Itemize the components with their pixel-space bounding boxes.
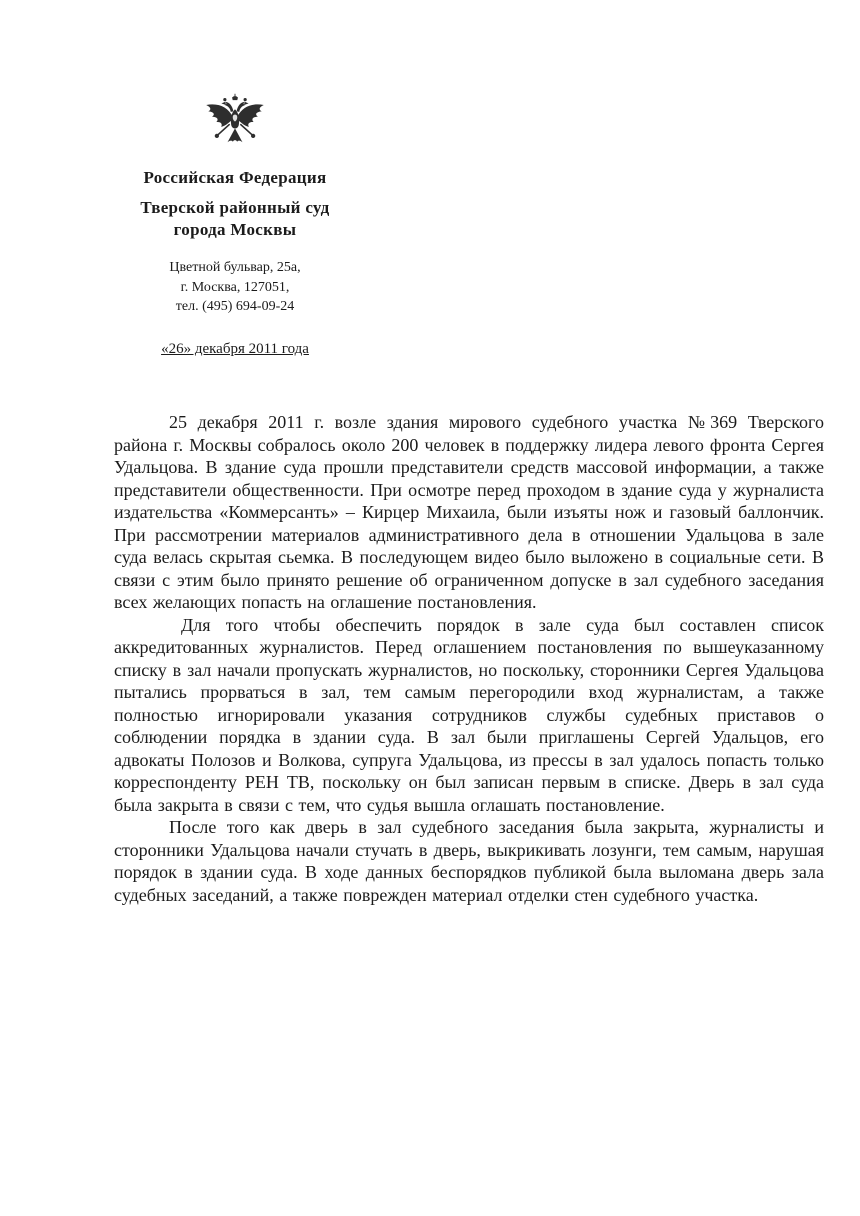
court-name: Тверской районный суд [140,198,330,217]
document-date: «26» декабря 2011 года [161,340,309,357]
country-name: Российская Федерация [143,168,327,187]
document-body [114,411,824,906]
address-block [109,258,361,317]
court-name-block [109,197,361,240]
russia-coat-of-arms-icon [109,93,361,150]
body-paragraph-1: 25 декабря 2011 г. возле здания мирового судебного участка №369 Тверского района г. Москвы собралось около 200 человек в поддержку лидера левого фронта Сергея Удальцова. В здание суда прошли представители средств массовой информации, а также представители общественности. При осмотре перед проходом в здание суда у журналиста издательства «Коммерсанть» – Кирцер Михаила, были изъяты нож и газовый баллончик. При рассмотрении материалов административного дела в отношении Удальцова в зале суда велась скрытая сьемка. В последующем видео было выложено в социальные сети. В связи с этим было принято решение об ограниченном допуске в зал судебного заседания всех желающих попасть на оглашение постановления. [114,412,824,612]
address-line-street: Цветной бульвар, 25а, [169,260,301,275]
letterhead [109,93,361,358]
address-line-city: г. Москва, 127051, [180,279,290,295]
body-paragraph-3: После того как дверь в зал судебного заседания была закрыта, журналисты и сторонники Удальцова начали стучать в дверь, выкрикивать лозунги, тем самым, нарушая порядок в здании суда. В ходе данных беспорядков публикой была выломана дверь зала судебных заседаний, а также поврежден материал отделки стен судебного участка. [114,817,824,905]
address-line-phone: тел. (495) 694-09-24 [175,299,295,314]
court-city: города Москвы [173,219,297,239]
body-paragraph-2: Для того чтобы обеспечить порядок в зале суда был составлен список аккредитованных журналистов. Перед оглашением постановления по вышеуказанному списку в зал начали пропускать журналистов, но поскольку, сторонники Сергея Удальцова пытались прорваться в зал, тем самым перегородили вход журналистам, а также полностью игнорировали указания сотрудников службы судебных приставов о соблюдении порядка в здании суда. В зал были приглашены Сергей Удальцов, его адвокаты Полозов и Волкова, супруга Удальцова, из прессы в зал удалось попасть только корреспонденту РЕН ТВ, поскольку он был записан первым в списке. Дверь в зал суда была закрыта в связи с тем, что судья вышла оглашать постановление. [114,614,824,815]
